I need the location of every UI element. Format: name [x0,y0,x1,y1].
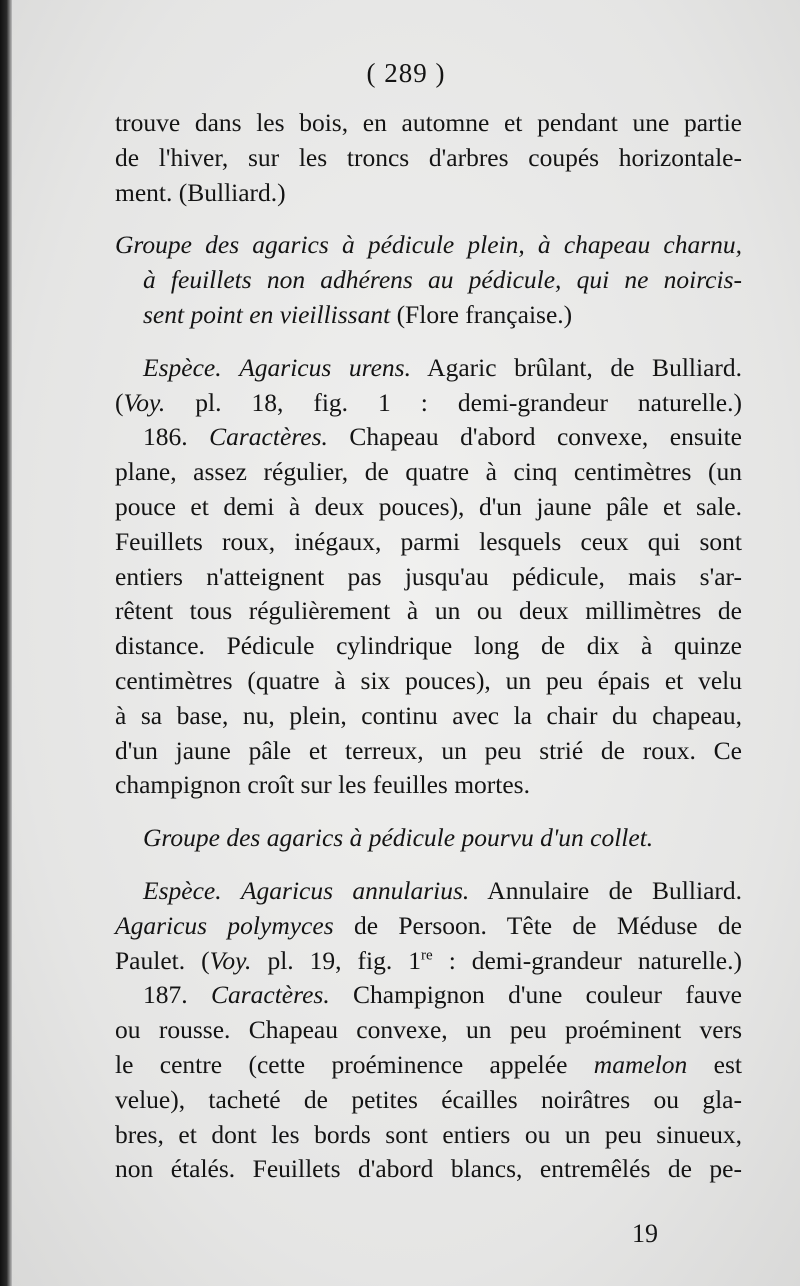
species-heading: Espèce. Agaricus urens. Agaric brûlant, de Bulliard. [143,352,743,382]
text-line: centimètres (quatre à six pouces), un peu épais et velu [115,665,742,695]
text-line: bres, et dont les bords sont entiers ou un peu sinueux, [115,1119,742,1149]
species-heading: Espèce. Agaricus annularius. Annulaire de Bulliard. [143,875,742,905]
text-line: ou rousse. Chapeau convexe, un peu proéminent vers [115,1015,742,1045]
text-line: velue), tacheté de petites écailles noirâtres ou gla- [115,1084,742,1114]
species-reference: (Voy. pl. 18, fig. 1 : demi-grandeur naturelle.) [115,387,742,417]
text-line: trouve dans les bois, en automne et pendant une partie [115,108,742,137]
text-line: champignon croît sur les feuilles mortes. [115,770,530,800]
group-heading: Groupe des agarics à pédicule pourvu d'un collet. [143,823,654,853]
book-spine-shadow [0,0,12,1286]
group-heading-line: sent point en vieillissant (Flore française.) [143,299,573,329]
book-page [12,0,800,1286]
signature-mark: 19 [632,1219,658,1248]
page-number: ( 289 ) [366,58,446,88]
group-heading-line: Groupe des agarics à pédicule plein, à chapeau charnu, [115,230,742,260]
text-line: distance. Pédicule cylindrique long de dix à quinze [115,631,742,661]
group-heading-line: à feuillets non adhérens au pédicule, qui ne noircis- [143,265,742,295]
paragraph-187-start: 187. Caractères. Champignon d'une couleur fauve [143,980,743,1010]
text-line: le centre (cette proéminence appelée mamelon est [115,1049,742,1079]
text-line: à sa base, nu, plein, continu avec la chair du chapeau, [115,700,742,730]
text-line: ment. (Bulliard.) [115,177,286,207]
page-body [115,106,742,1187]
species-synonym: Agaricus polymyces de Persoon. Tête de Méduse de [115,910,742,940]
text-line: pouce et demi à deux pouces), d'un jaune pâle et sale. [115,491,742,521]
species-reference: Paulet. (Voy. pl. 19, fig. 1re : demi-grandeur naturelle.) [115,945,742,975]
text-line: Feuillets roux, inégaux, parmi lesquels ceux qui sont [115,526,742,556]
paragraph-186-start: 186. Caractères. Chapeau d'abord convexe, ensuite [143,422,743,452]
text-line: rêtent tous régulièrement à un ou deux millimètres de [115,596,742,626]
text-line: non étalés. Feuillets d'abord blancs, entremêlés de pe- [115,1154,742,1184]
text-line: de l'hiver, sur les troncs d'arbres coupés horizontale- [115,142,742,172]
text-line: plane, assez régulier, de quatre à cinq centimètres (un [115,457,742,487]
text-line: d'un jaune pâle et terreux, un peu strié de roux. Ce [115,735,742,765]
text-line: entiers n'atteignent pas jusqu'au pédicule, mais s'ar- [115,561,742,591]
